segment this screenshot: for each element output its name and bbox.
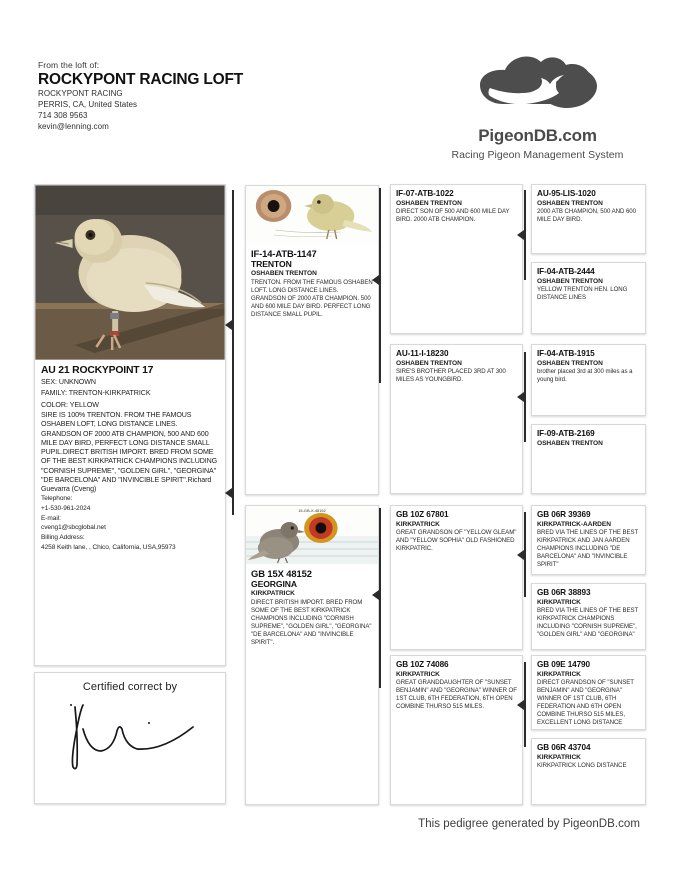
gen3-ring-1: IF-07-ATB-1022 [396, 189, 454, 198]
gen4-family-3: OSHABEN TRENTON [537, 359, 603, 367]
gen4-notes-1: 2000 ATB CHAMPION, 500 AND 600 MILE DAY BIRD. [537, 208, 636, 224]
gen4-notes-7: DIRECT GRANDSON OF "SUNSET BENJAMIN" AND "GEORGINA" WINNER OF 1ST CLUB, 6TH FEDERATION AND 6TH OPEN COMBINE THURSO 515 MILES, EXCELLENT LONG DISTANCE [537, 679, 634, 726]
gen4-notes-8: KIRKPATRICK LONG DISTANCE [537, 762, 627, 770]
subject-email-label: E-mail: [41, 514, 61, 522]
gen3-notes-3: GREAT GRANDSON OF "YELLOW GLEAM" AND "YELLOW SOPHIA" OLD FASHIONED KIRKPATRIC. [396, 529, 517, 553]
connector-arrow-dam-parents [372, 590, 379, 600]
pigeon-cloud-logo-icon [435, 52, 640, 124]
gen4-ring-8: GB 06R 43704 [537, 743, 591, 752]
loft-name: ROCKYPONT RACING LOFT [38, 71, 244, 88]
gen2-dam-name: GEORGINA [251, 579, 297, 590]
gen2-sire-ring: IF-14-ATB-1147 [251, 248, 317, 259]
connector-g3-4-parents [524, 662, 526, 747]
brand-name: PigeonDB.com [478, 126, 597, 145]
connector-arrow-g3-3 [517, 550, 524, 560]
gen4-family-1: OSHABEN TRENTON [537, 199, 603, 207]
connector-dam-parents [379, 508, 381, 688]
subject-color: COLOR: YELLOW [41, 400, 99, 409]
subject-ring-number: AU 21 ROCKYPOINT 17 [41, 365, 154, 376]
gen4-ring-1: AU-95-LIS-1020 [537, 189, 596, 198]
gen3-ring-2: AU-11-I-18230 [396, 349, 449, 358]
gen2-card-sire[interactable] [245, 185, 379, 495]
connector-arrow-sire-parents [372, 275, 379, 285]
gen4-card-1[interactable] [531, 184, 646, 254]
gen4-family-4: OSHABEN TRENTON [537, 439, 603, 447]
gen4-notes-3: brother placed 3rd at 300 miles as a young bird. [537, 368, 633, 384]
gen3-ring-3: GB 10Z 67801 [396, 510, 449, 519]
gen4-notes-2: YELLOW TRENTON HEN. LONG DISTANCE LINES [537, 286, 628, 302]
gen4-card-6[interactable] [531, 583, 646, 650]
subject-description: SIRE IS 100% TRENTON. FROM THE FAMOUS OSHABEN LOFT, LONG DISTANCE LINES. GRANDSON OF 2000 ATB CHAMPION, 500 AND 600 MILE DAY BIRD, PERFECT LONG DISTANCE SMALL PUPIL.DIRECT BRITISH IMPORT. BRED FROM SOME OF THE BEST KIRKPATRICK CHAMPIONS INCLUDING "CORNISH SUPREME", "GOLDEN GIRL", "GEORGINA" "DE BARCELONA" AND "INVINCIBLE SPIRIT".Richard Guevarra (Cveng) [41, 411, 218, 494]
gen2-sire-photo [246, 186, 378, 244]
gen4-family-6: KIRKPATRICK [537, 598, 581, 606]
subject-email: cveng1@sbcglobal.net [41, 524, 106, 532]
gen4-family-2: OSHABEN TRENTON [537, 277, 603, 285]
subject-photo [35, 185, 225, 360]
gen4-family-8: KIRKPATRICK [537, 753, 581, 761]
gen4-ring-6: GB 06R 38893 [537, 588, 591, 597]
gen4-card-2[interactable] [531, 262, 646, 334]
gen3-card-1[interactable] [390, 184, 523, 334]
gen4-card-3[interactable] [531, 344, 646, 416]
gen3-notes-2: SIRE'S BROTHER PLACED 3RD AT 300 MILES AS YOUNGBIRD. [396, 368, 506, 384]
gen2-dam-notes: DIRECT BRITISH IMPORT. BRED FROM SOME OF THE BEST KIRKPATRICK CHAMPIONS INCLUDING "CORNISH SUPREME", "GOLDEN GIRL", "GEORGINA" "DE BARCELONA" AND "INVINCIBLE SPIRIT". [251, 599, 372, 646]
connector-subject-sire [232, 190, 234, 480]
loft-phone: 714 308 9563 [38, 111, 88, 121]
from-loft-label: From the loft of: [38, 60, 100, 70]
connector-sire-parents [379, 188, 381, 383]
gen3-card-4[interactable] [390, 655, 523, 805]
gen3-family-3: KIRKPATRICK [396, 520, 440, 528]
connector-g3-3-parents [524, 512, 526, 597]
gen4-ring-4: IF-09-ATB-2169 [537, 429, 595, 438]
gen4-notes-5: BRED VIA THE LINES OF THE BEST KIRKPATRICK AND JAN AARDEN CHAMPIONS INCLUDING "DE BARCELONA" AND "INVINCIBLE SPIRIT" [537, 529, 639, 568]
connector-arrow-g3-2 [517, 392, 524, 402]
gen4-ring-2: IF-04-ATB-2444 [537, 267, 595, 276]
gen2-sire-notes: TRENTON. FROM THE FAMOUS OSHABEN LOFT. LONG DISTANCE LINES. GRANDSON OF 2000 ATB CHAMPION. 500 AND 600 MILE DAY BIRD. PERFECT LONG DISTANCE SMALL PUPIL. [251, 279, 373, 318]
gen4-notes-6: BRED VIA THE LINES OF THE BEST KIRKPATRICK CHAMPIONS INCLUDING "CORNISH SUPREME", "GOLDEN GIRL" AND "GEORGINA" [537, 607, 639, 638]
handwritten-signature-icon [45, 693, 215, 781]
svg-text:15-GB-X-48152: 15-GB-X-48152 [298, 507, 326, 514]
gen3-card-2[interactable] [390, 344, 523, 494]
gen3-card-3[interactable] [390, 505, 523, 650]
certification-card[interactable] [34, 672, 226, 804]
subject-billing-address: 4258 Keith lane, , Chico, California, USA,95973 [41, 543, 176, 551]
loft-header [38, 60, 298, 132]
loft-location: PERRIS, CA, United States [38, 100, 138, 110]
loft-org: ROCKYPONT RACING [38, 89, 123, 99]
subject-sex: SEX: UNKNOWN [41, 378, 96, 386]
gen3-notes-4: GREAT GRANDDAUGHTER OF "SUNSET BENJAMIN" AND "GEORGINA" WINNER OF 1ST CLUB, 6TH FEDERATION, 6TH OPEN COMBINE THURSO 515 MILES. [396, 679, 517, 710]
gen3-ring-4: GB 10Z 74086 [396, 660, 449, 669]
footer-text: This pedigree generated by PigeonDB.com [418, 818, 640, 830]
gen4-family-5: KIRKPATRICK-AARDEN [537, 520, 611, 528]
gen4-ring-3: IF-04-ATB-1915 [537, 349, 595, 358]
gen4-card-7[interactable] [531, 655, 646, 730]
gen4-ring-5: GB 06R 39369 [537, 510, 591, 519]
connector-arrow-g3-1 [517, 230, 524, 240]
gen4-ring-7: GB 09E 14790 [537, 660, 590, 669]
connector-subject-dam [232, 455, 234, 515]
certified-correct-label: Certified correct by [82, 681, 178, 693]
gen2-sire-family: OSHABEN TRENTON [251, 270, 317, 278]
connector-arrow-subject-dam [225, 488, 232, 498]
subject-billing-label: Billing Address: [41, 534, 85, 542]
subject-telephone: +1-530-961-2024 [41, 504, 91, 512]
gen3-notes-1: DIRECT SON OF 500 AND 600 MILE DAY BIRD. 2000 ATB CHAMPION. [396, 208, 510, 224]
gen2-dam-photo [246, 506, 378, 564]
brand-block [435, 52, 640, 161]
gen2-dam-family: KIRKPATRICK [251, 590, 295, 598]
gen2-dam-ring: GB 15X 48152 [251, 568, 312, 579]
subject-family: FAMILY: TRENTON-KIRKPATRICK [41, 389, 151, 398]
gen4-card-8[interactable] [531, 738, 646, 805]
connector-g3-1-parents [524, 190, 526, 280]
gen4-card-4[interactable] [531, 424, 646, 494]
subject-telephone-label: Telephone: [41, 495, 73, 503]
gen2-sire-name: TRENTON [251, 259, 292, 270]
gen3-family-4: KIRKPATRICK [396, 670, 440, 678]
brand-tagline: Racing Pigeon Management System [451, 149, 624, 161]
gen2-card-dam[interactable] [245, 505, 379, 805]
subject-card[interactable] [34, 184, 226, 666]
gen4-family-7: KIRKPATRICK [537, 670, 581, 678]
loft-email: kevin@lenning.com [38, 122, 109, 132]
gen3-family-2: OSHABEN TRENTON [396, 359, 462, 367]
gen4-card-5[interactable] [531, 505, 646, 575]
connector-g3-2-parents [524, 352, 526, 442]
connector-arrow-subject-sire [225, 320, 232, 330]
connector-arrow-g3-4 [517, 700, 524, 710]
gen3-family-1: OSHABEN TRENTON [396, 199, 462, 207]
